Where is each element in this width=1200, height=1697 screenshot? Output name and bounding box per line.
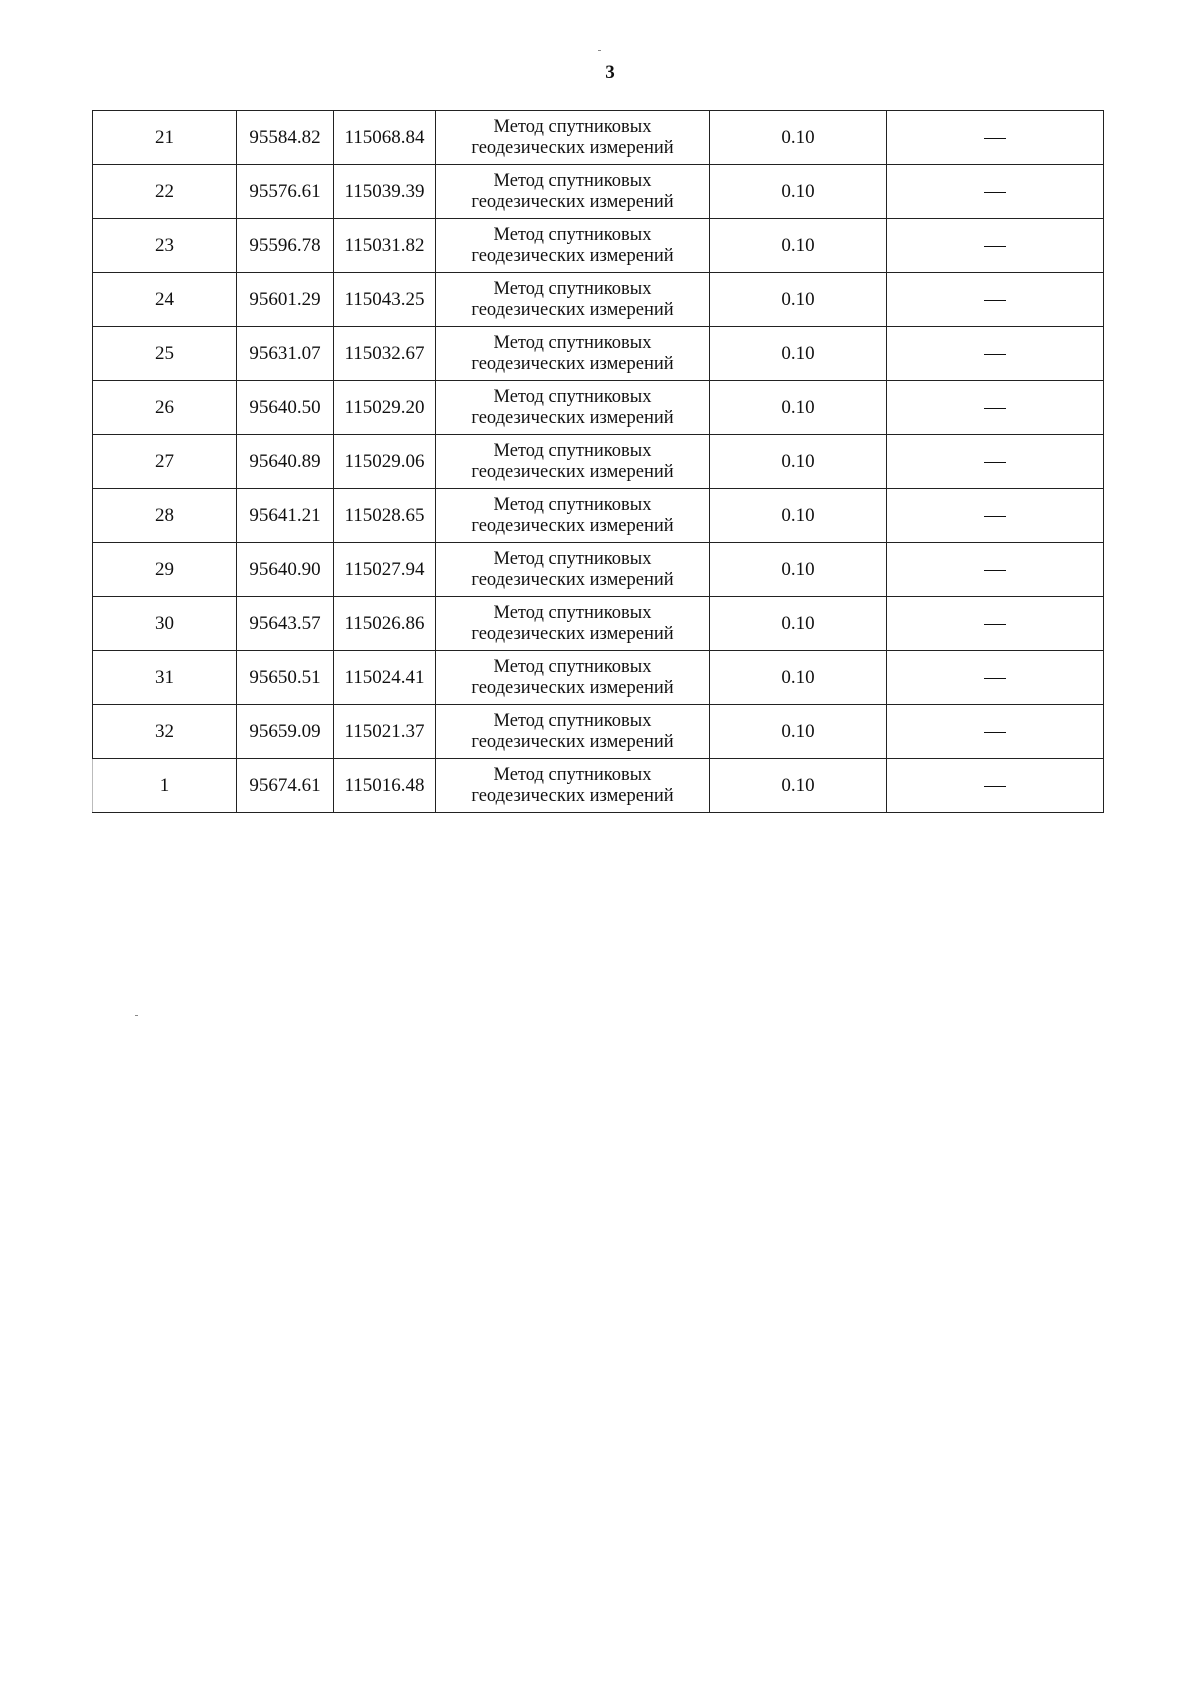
empty-value-dash (984, 138, 1006, 139)
accuracy-cell: 0.10 (710, 705, 887, 759)
accuracy-cell: 0.10 (710, 165, 887, 219)
method-cell (436, 381, 710, 435)
method-cell (436, 327, 710, 381)
x-coordinate-cell: 95640.50 (237, 381, 334, 435)
description-cell (887, 759, 1104, 813)
method-line-1: Метод спутниковых (493, 170, 652, 191)
point-number-cell: 24 (93, 273, 237, 327)
method-line-1: Метод спутниковых (493, 548, 652, 569)
x-coordinate-cell: 95640.90 (237, 543, 334, 597)
table-row (93, 219, 1104, 273)
method-cell (436, 543, 710, 597)
x-coordinate-cell: 95584.82 (237, 111, 334, 165)
method-line-2: геодезических измерений (471, 299, 674, 320)
empty-value-dash (984, 786, 1006, 787)
method-line-1: Метод спутниковых (493, 116, 652, 137)
x-coordinate-cell: 95576.61 (237, 165, 334, 219)
method-line-2: геодезических измерений (471, 137, 674, 158)
method-line-2: геодезических измерений (471, 461, 674, 482)
accuracy-cell: 0.10 (710, 435, 887, 489)
scan-speck (135, 1015, 138, 1016)
empty-value-dash (984, 354, 1006, 355)
y-coordinate-cell: 115029.06 (334, 435, 436, 489)
point-number-cell: 1 (93, 759, 237, 813)
point-number-cell: 26 (93, 381, 237, 435)
table-body (93, 111, 1104, 813)
description-cell (887, 489, 1104, 543)
table-row (93, 165, 1104, 219)
y-coordinate-cell: 115032.67 (334, 327, 436, 381)
empty-value-dash (984, 624, 1006, 625)
accuracy-cell: 0.10 (710, 651, 887, 705)
point-number-cell: 21 (93, 111, 237, 165)
y-coordinate-cell: 115021.37 (334, 705, 436, 759)
empty-value-dash (984, 300, 1006, 301)
method-line-1: Метод спутниковых (493, 440, 652, 461)
method-line-1: Метод спутниковых (493, 494, 652, 515)
accuracy-cell: 0.10 (710, 111, 887, 165)
method-line-2: геодезических измерений (471, 623, 674, 644)
accuracy-cell: 0.10 (710, 543, 887, 597)
table-row (93, 759, 1104, 813)
point-number-cell: 28 (93, 489, 237, 543)
description-cell (887, 381, 1104, 435)
method-line-2: геодезических измерений (471, 353, 674, 374)
empty-value-dash (984, 678, 1006, 679)
y-coordinate-cell: 115016.48 (334, 759, 436, 813)
description-cell (887, 165, 1104, 219)
point-number-cell: 31 (93, 651, 237, 705)
method-line-1: Метод спутниковых (493, 656, 652, 677)
accuracy-cell: 0.10 (710, 327, 887, 381)
page-number: 3 (605, 62, 615, 83)
y-coordinate-cell: 115027.94 (334, 543, 436, 597)
method-cell (436, 651, 710, 705)
x-coordinate-cell: 95659.09 (237, 705, 334, 759)
y-coordinate-cell: 115024.41 (334, 651, 436, 705)
point-number-cell: 25 (93, 327, 237, 381)
empty-value-dash (984, 246, 1006, 247)
scan-speck (598, 50, 601, 51)
method-cell (436, 165, 710, 219)
method-cell (436, 435, 710, 489)
point-number-cell: 23 (93, 219, 237, 273)
x-coordinate-cell: 95640.89 (237, 435, 334, 489)
accuracy-cell: 0.10 (710, 219, 887, 273)
description-cell (887, 705, 1104, 759)
x-coordinate-cell: 95596.78 (237, 219, 334, 273)
y-coordinate-cell: 115039.39 (334, 165, 436, 219)
empty-value-dash (984, 408, 1006, 409)
table-row (93, 273, 1104, 327)
y-coordinate-cell: 115026.86 (334, 597, 436, 651)
coordinates-table (92, 110, 1104, 813)
empty-value-dash (984, 516, 1006, 517)
y-coordinate-cell: 115028.65 (334, 489, 436, 543)
table-row (93, 489, 1104, 543)
description-cell (887, 327, 1104, 381)
x-coordinate-cell: 95601.29 (237, 273, 334, 327)
x-coordinate-cell: 95643.57 (237, 597, 334, 651)
empty-value-dash (984, 732, 1006, 733)
y-coordinate-cell: 115029.20 (334, 381, 436, 435)
method-line-1: Метод спутниковых (493, 278, 652, 299)
x-coordinate-cell: 95641.21 (237, 489, 334, 543)
empty-value-dash (984, 462, 1006, 463)
empty-value-dash (984, 192, 1006, 193)
table-row (93, 111, 1104, 165)
accuracy-cell: 0.10 (710, 273, 887, 327)
method-line-1: Метод спутниковых (493, 332, 652, 353)
empty-value-dash (984, 570, 1006, 571)
table-row (93, 597, 1104, 651)
method-cell (436, 759, 710, 813)
table-row (93, 327, 1104, 381)
point-number-cell: 22 (93, 165, 237, 219)
method-line-1: Метод спутниковых (493, 224, 652, 245)
point-number-cell: 32 (93, 705, 237, 759)
accuracy-cell: 0.10 (710, 489, 887, 543)
method-cell (436, 273, 710, 327)
method-line-1: Метод спутниковых (493, 710, 652, 731)
method-cell (436, 111, 710, 165)
method-cell (436, 489, 710, 543)
y-coordinate-cell: 115043.25 (334, 273, 436, 327)
table-row (93, 543, 1104, 597)
method-line-1: Метод спутниковых (493, 386, 652, 407)
method-cell (436, 597, 710, 651)
description-cell (887, 273, 1104, 327)
point-number-cell: 29 (93, 543, 237, 597)
point-number-cell: 30 (93, 597, 237, 651)
method-line-2: геодезических измерений (471, 785, 674, 806)
x-coordinate-cell: 95650.51 (237, 651, 334, 705)
table-row (93, 381, 1104, 435)
accuracy-cell: 0.10 (710, 597, 887, 651)
y-coordinate-cell: 115031.82 (334, 219, 436, 273)
description-cell (887, 219, 1104, 273)
method-line-2: геодезических измерений (471, 515, 674, 536)
method-line-2: геодезических измерений (471, 731, 674, 752)
description-cell (887, 435, 1104, 489)
description-cell (887, 111, 1104, 165)
point-number-cell: 27 (93, 435, 237, 489)
table-row (93, 651, 1104, 705)
x-coordinate-cell: 95674.61 (237, 759, 334, 813)
accuracy-cell: 0.10 (710, 381, 887, 435)
description-cell (887, 543, 1104, 597)
method-line-1: Метод спутниковых (493, 764, 652, 785)
method-line-2: геодезических измерений (471, 245, 674, 266)
table-row (93, 435, 1104, 489)
accuracy-cell: 0.10 (710, 759, 887, 813)
x-coordinate-cell: 95631.07 (237, 327, 334, 381)
table-row (93, 705, 1104, 759)
method-line-2: геодезических измерений (471, 569, 674, 590)
method-line-2: геодезических измерений (471, 677, 674, 698)
description-cell (887, 651, 1104, 705)
method-cell (436, 705, 710, 759)
method-cell (436, 219, 710, 273)
method-line-2: геодезических измерений (471, 191, 674, 212)
description-cell (887, 597, 1104, 651)
method-line-2: геодезических измерений (471, 407, 674, 428)
method-line-1: Метод спутниковых (493, 602, 652, 623)
y-coordinate-cell: 115068.84 (334, 111, 436, 165)
